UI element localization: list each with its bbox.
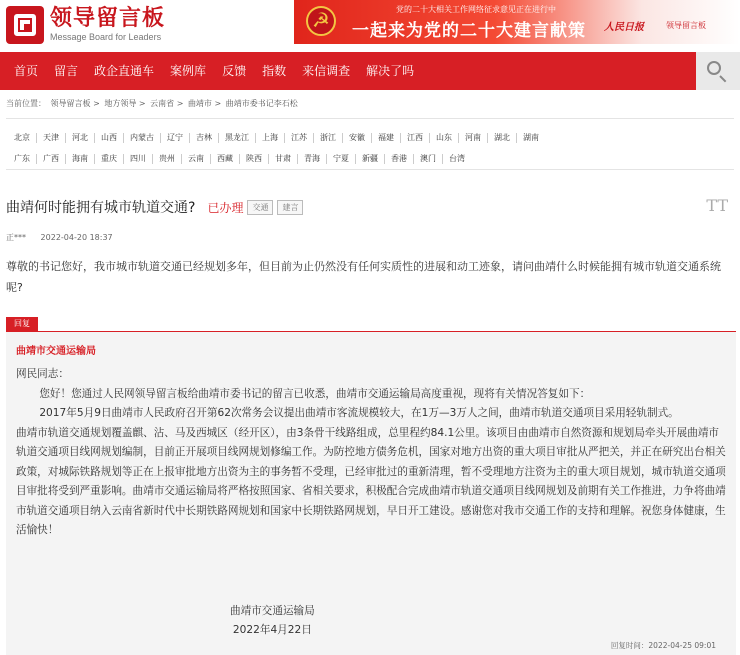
post-header <box>6 197 303 217</box>
reply-label: 回复 <box>6 317 38 331</box>
reply-signature <box>230 602 315 640</box>
logo-subtitle: Message Board for Leaders <box>50 32 162 42</box>
region-link[interactable]: 山西 <box>95 133 124 143</box>
region-link[interactable]: 湖南 <box>523 133 539 142</box>
tag-traffic[interactable]: 交通 <box>247 200 273 215</box>
region-link[interactable]: 海南 <box>66 154 95 164</box>
region-link[interactable]: 安徽 <box>343 133 372 143</box>
logo-title: 领导留言板 <box>50 6 166 31</box>
region-link[interactable]: 山东 <box>430 133 459 143</box>
region-link[interactable]: 贵州 <box>153 154 182 164</box>
banner-subtitle: 党的二十大相关工作网络征求意见正在进行中 <box>396 5 556 14</box>
site-logo[interactable] <box>6 3 165 47</box>
region-link[interactable]: 河北 <box>66 133 95 143</box>
post-author: 正*** <box>6 233 26 242</box>
breadcrumb-item-province[interactable]: 云南省 <box>150 99 175 108</box>
promo-banner[interactable] <box>294 0 740 44</box>
region-link[interactable]: 新疆 <box>356 154 385 164</box>
region-link[interactable]: 云南 <box>182 154 211 164</box>
font-size-toggle-icon[interactable]: TT <box>706 196 728 215</box>
status-badge: 已办理 <box>207 200 244 215</box>
reply-paragraph-2: 2017年5月9日曲靖市人民政府召开第62次常务会议提出曲靖市客流规模较大，在1万—3万人之间，曲靖市轨道交通项目采用轻轨制式。 <box>39 407 679 419</box>
main-nav <box>0 52 740 90</box>
signature-org: 曲靖市交通运输局 <box>230 605 315 617</box>
breadcrumb: 当前位置： 领导留言板 > 地方领导 > 云南省 > 曲靖市 > 曲靖市委书记李石松 <box>6 99 298 108</box>
region-link[interactable]: 湖北 <box>488 133 517 143</box>
region-link[interactable]: 天津 <box>37 133 66 143</box>
search-icon <box>707 61 721 75</box>
region-link[interactable]: 河南 <box>459 133 488 143</box>
region-link[interactable]: 陕西 <box>240 154 269 164</box>
region-link[interactable]: 吉林 <box>190 133 219 143</box>
reply-time: 回复时间：2022-04-25 09:01 <box>610 641 716 650</box>
signature-date: 2022年4月22日 <box>232 624 312 636</box>
breadcrumb-item-leader[interactable]: 曲靖市委书记李石松 <box>225 99 298 108</box>
reply-paragraph-1: 您好！您通过人民网领导留言板给曲靖市委书记的留言已收悉，曲靖市交通运输局高度重视，现将有关情况答复如下： <box>39 387 591 400</box>
nav-item-solved[interactable]: 解决了吗 <box>366 64 415 78</box>
breadcrumb-item-board[interactable]: 领导留言板 <box>50 99 91 108</box>
nav-item-cases[interactable]: 案例库 <box>170 64 207 78</box>
region-row-1 <box>12 133 545 143</box>
region-link[interactable]: 台湾 <box>449 154 465 163</box>
nav-item-gov-enterprise[interactable]: 政企直通车 <box>94 64 155 78</box>
nav-item-home[interactable]: 首页 <box>14 64 39 78</box>
site-header <box>0 0 740 52</box>
reply-org: 曲靖市交通运输局 <box>16 346 96 357</box>
reply-greeting: 网民同志： <box>16 368 69 380</box>
tag-suggestion[interactable]: 建言 <box>277 200 303 215</box>
nav-item-message[interactable]: 留言 <box>54 64 79 78</box>
post-date: 2022-04-20 18:37 <box>40 233 113 242</box>
reply-box <box>6 331 736 655</box>
region-link[interactable]: 宁夏 <box>327 154 356 164</box>
logo-icon <box>6 6 44 44</box>
region-link[interactable]: 青海 <box>298 154 327 164</box>
region-link[interactable]: 浙江 <box>314 133 343 143</box>
region-link[interactable]: 西藏 <box>211 154 240 164</box>
region-link[interactable]: 广东 <box>12 154 37 164</box>
region-link[interactable]: 内蒙古 <box>124 133 161 143</box>
breadcrumb-item-local[interactable]: 地方领导 <box>104 99 137 108</box>
region-link[interactable]: 北京 <box>12 133 37 143</box>
region-link[interactable]: 福建 <box>372 133 401 143</box>
region-link[interactable]: 甘肃 <box>269 154 298 164</box>
region-link[interactable]: 江苏 <box>285 133 314 143</box>
region-row-2 <box>12 154 471 164</box>
region-link[interactable]: 四川 <box>124 154 153 164</box>
nav-item-feedback[interactable]: 反馈 <box>222 64 247 78</box>
nav-item-index[interactable]: 指数 <box>262 64 287 78</box>
region-link[interactable]: 黑龙江 <box>219 133 256 143</box>
party-emblem-icon <box>306 6 336 36</box>
breadcrumb-item-city[interactable]: 曲靖市 <box>187 99 212 108</box>
question-text: 尊敬的书记您好，我市城市轨道交通已经规划多年，但目前为止仍然没有任何实质性的进展和动工迹象，请问曲靖什么时候能拥有城市轨道交通系统呢? <box>6 260 721 294</box>
region-link[interactable]: 香港 <box>385 154 414 164</box>
banner-title: 一起来为党的二十大建言献策 <box>352 21 586 41</box>
nav-item-survey[interactable]: 来信调查 <box>302 64 351 78</box>
region-link[interactable]: 上海 <box>256 133 285 143</box>
breadcrumb-prefix: 当前位置： <box>6 99 46 108</box>
region-link[interactable]: 广西 <box>37 154 66 164</box>
banner-logo-people: 人民日报 <box>604 22 644 33</box>
region-link[interactable]: 江西 <box>401 133 430 143</box>
reply-paragraph-3: 曲靖市轨道交通规划覆盖麒、沾、马及西城区（经开区），由3条骨干线路组成，总里程约84.1公里。该项目由曲靖市自然资源和规划局牵头开展曲靖市轨道交通项目线网规划编制，目前正开展项目线网规划修编工作。为防控地方债务危机，国家对地方出资的重大项目审批从严把关，并正在研究出台相关政策，对城际铁路规划等正在上报审批地方出资为主的事务暂不受理，已经审批过的重新清理，暂不受理地方注资为主的重大项目规划，城市轨道交通项目审批将受到严重影响。曲靖市交通运输局将严格按照国家、省相关要求，积极配合完成曲靖市轨道交通项目线网规划及前期有关工作推进，力争将曲靖市轨道交通项目纳入云南省新时代中长期铁路网规划和国家中长期铁路网规划，早日开工建设。感谢您对我市交通工作的支持和理解。祝您身体健康，生活愉快！ <box>16 426 726 536</box>
region-selector <box>6 118 734 170</box>
reply-body <box>16 365 728 541</box>
region-link[interactable]: 澳门 <box>414 154 443 164</box>
region-link[interactable]: 重庆 <box>95 154 124 164</box>
page-title: 曲靖何时能拥有城市轨道交通? <box>6 200 196 216</box>
search-button[interactable] <box>696 52 740 90</box>
region-link[interactable]: 辽宁 <box>161 133 190 143</box>
post-meta <box>6 232 113 243</box>
banner-logo-board: 领导留言板 <box>666 21 706 30</box>
